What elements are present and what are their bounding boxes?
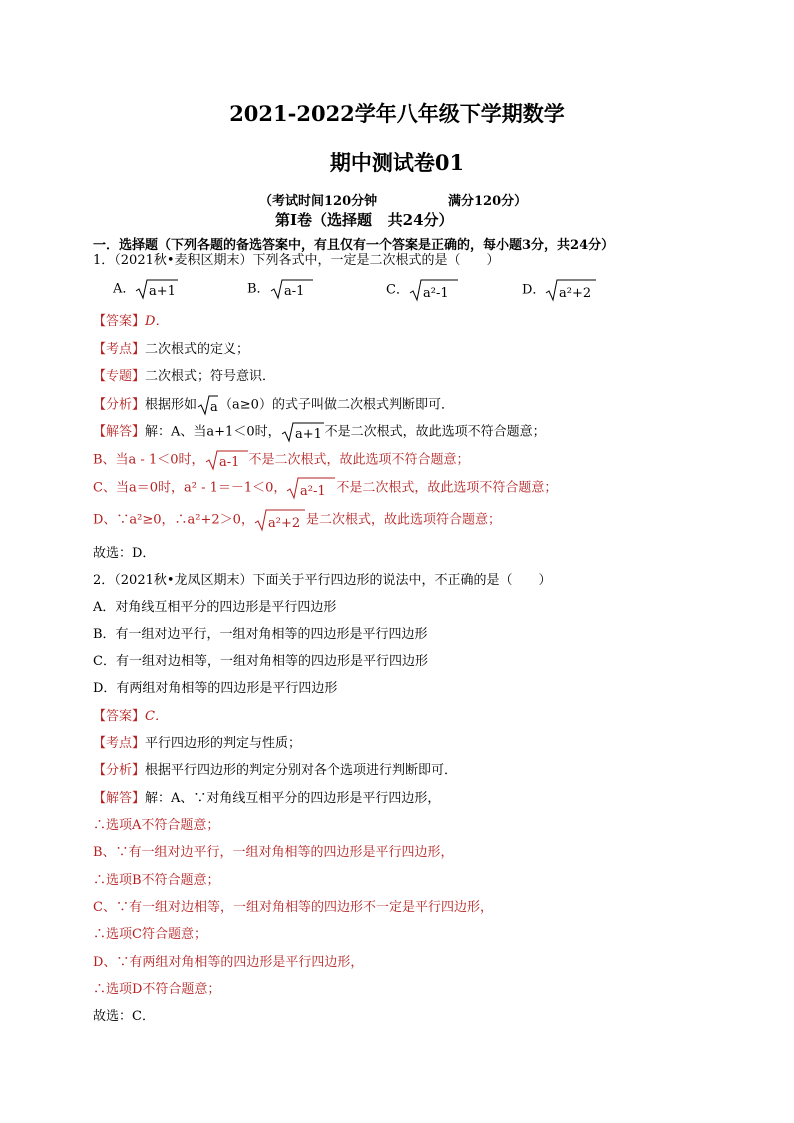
radical-icon [281,421,325,443]
analysis-post: （a≥0）的式子叫做二次根式判断即可． [219,397,454,413]
exam-score: 满分120分） [448,194,528,209]
q1-solution-c [93,476,557,500]
q1-solution-b [93,449,470,471]
q2-solution-5: C、∵有一组对边相等，一组对角相等的四边形不一定是平行四边形， [93,900,493,915]
radical-icon [409,278,459,302]
solution-post: 不是二次根式，故此选项不符合题意； [336,480,558,496]
q2-solution-3: B、∵有一组对边平行，一组对角相等的四边形是平行四边形， [93,845,454,860]
q2-analysis [93,761,457,781]
radical-icon [254,508,306,532]
answer-tag: 【答案】 [93,709,146,724]
solution-post: 是二次根式，故此选项符合题意； [305,512,501,528]
q1-option-c [386,278,459,302]
solution-pre: D、∵a²≥0，∴a²+2＞0， [93,512,254,528]
option-letter: B． [247,281,270,297]
q1-option-d [522,278,597,302]
solution-tag: 【解答】 [93,424,146,440]
analysis-text: 根据平行四边形的判定分别对各个选项进行判断即可． [145,763,458,778]
q2-solution-2: ∴选项A不符合题意； [93,818,220,833]
exam-time: （考试时间120分钟 [259,194,378,209]
solution-pre: C、当a＝0时，a² - 1＝－1＜0， [93,480,287,496]
q1-stem: 1．（2021秋•麦积区期末）下列各式中，一定是二次根式的是（ ） [93,253,500,268]
answer-value: D． [145,314,169,329]
q2-solution-7: D、∵有两组对角相等的四边形是平行四边形， [93,955,364,970]
radicand: a+1 [294,427,322,442]
q1-option-b [247,278,314,300]
section-heading: 第Ⅰ卷（选择题 共24分） [275,211,454,229]
q1-point [93,340,249,360]
radicand: a²+2 [559,286,592,301]
radicand: a-1 [218,455,239,470]
radical-icon [205,449,249,471]
radical-icon [270,278,314,300]
radicand: a²-1 [300,484,327,499]
solution-text: 解：A、∵对角线互相平分的四边形是平行四边形， [145,791,441,806]
q2-conclusion: 故选：C． [93,1009,155,1024]
radicand: a²+2 [267,516,301,531]
solution-pre: 解：A、当a+1＜0时， [145,424,281,440]
q2-solution-4: ∴选项B不符合题意； [93,873,220,888]
doc-title-line2: 期中测试卷01 [329,150,465,175]
answer-value: C． [145,709,168,724]
q2-option-b: B．有一组对边平行，一组对角相等的四边形是平行四边形 [93,627,428,642]
q2-option-a: A．对角线互相平分的四边形是平行四边形 [93,600,337,615]
analysis-pre: 根据形如 [145,397,198,413]
solution-post: 不是二次根式，故此选项不符合题意； [248,452,470,468]
radicand: a+1 [149,284,177,299]
q1-topic [93,367,275,387]
point-tag: 【考点】 [93,736,146,751]
point-text: 平行四边形的判定与性质； [145,736,302,751]
q2-answer [93,707,168,727]
topic-tag: 【专题】 [93,369,146,384]
q2-option-c: C．有一组对边相等，一组对角相等的四边形是平行四边形 [93,654,428,669]
q1-solution-a [93,421,546,443]
radicand: a-1 [283,284,304,299]
radical-icon [545,278,597,302]
solution-tag: 【解答】 [93,791,146,806]
option-letter: A． [113,281,136,297]
radical-icon [135,278,179,300]
q2-stem: 2．（2021秋•龙凤区期末）下面关于平行四边形的说法中，不正确的是（ ） [93,573,552,588]
q1-conclusion: 故选：D． [93,546,156,561]
q2-solution-1 [93,789,440,809]
q2-option-d: D．有两组对角相等的四边形是平行四边形 [93,681,338,696]
radicand: a²-1 [422,286,449,301]
radical-icon [197,394,219,416]
option-letter: D． [522,282,546,298]
radicand: a [210,400,218,415]
q1-solution-d [93,508,501,532]
option-letter: C． [386,282,409,298]
q1-analysis [93,394,454,416]
q2-point [93,734,301,754]
q1-answer [93,312,168,332]
radical-icon [286,476,336,500]
analysis-tag: 【分析】 [93,763,146,778]
point-text: 二次根式的定义； [145,342,250,357]
q2-solution-8: ∴选项D不符合题意； [93,982,221,997]
q1-option-a [113,278,179,300]
answer-tag: 【答案】 [93,314,146,329]
solution-post: 不是二次根式，故此选项不符合题意； [324,424,546,440]
analysis-tag: 【分析】 [93,397,146,413]
q2-solution-6: ∴选项C符合题意； [93,927,207,942]
point-tag: 【考点】 [93,342,146,357]
doc-title-line1: 2021-2022学年八年级下学期数学 [229,101,565,126]
solution-pre: B、当a - 1＜0时， [93,452,205,468]
topic-text: 二次根式；符号意识． [145,369,276,384]
part-heading: 一．选择题（下列各题的备选答案中，有且仅有一个答案是正确的，每小题3分，共24分） [93,238,615,253]
